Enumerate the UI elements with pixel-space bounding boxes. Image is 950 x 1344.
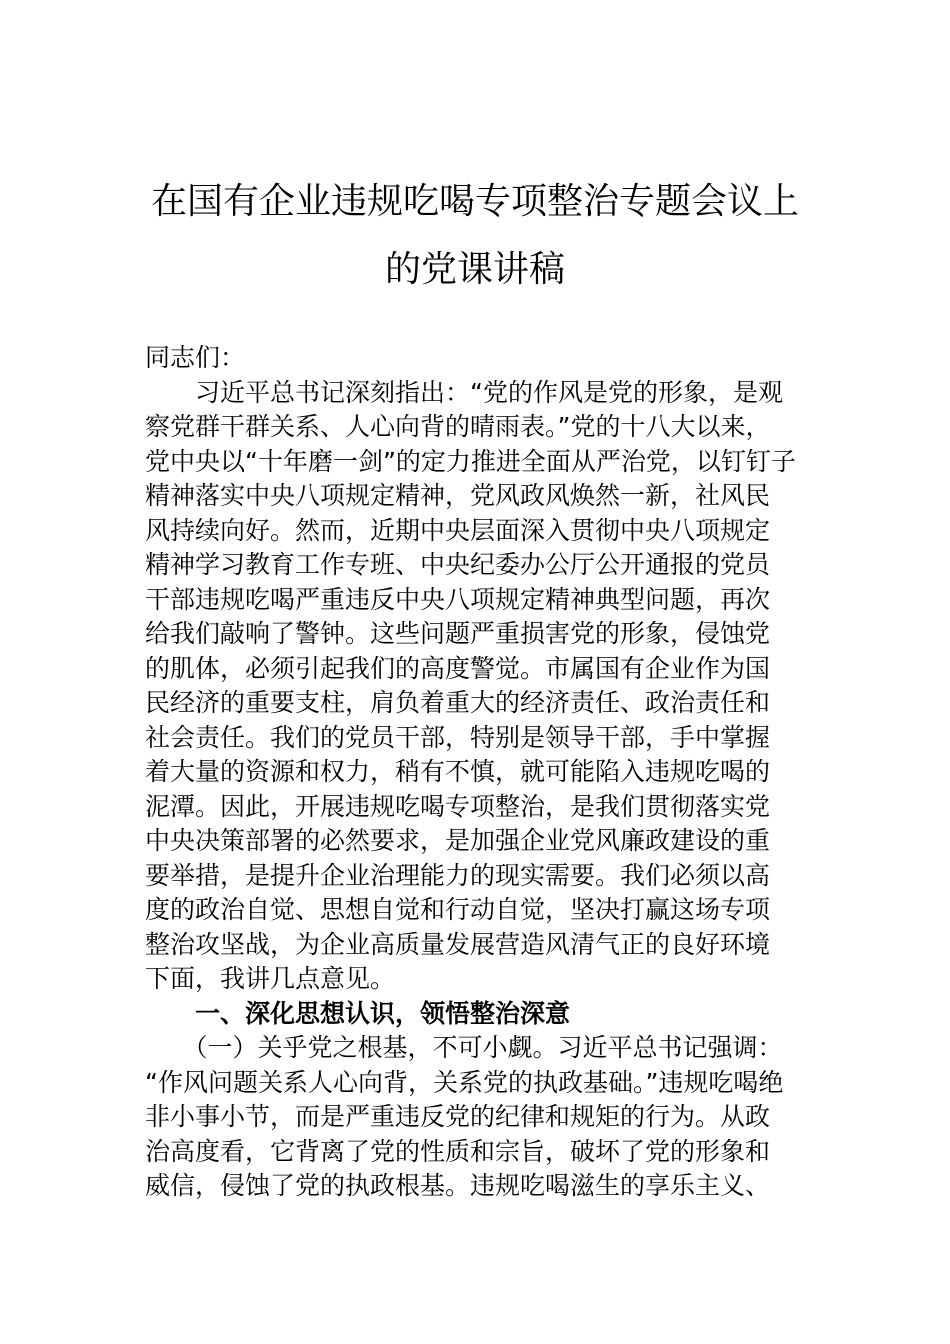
paragraph-line: 党中央以“十年磨一剑”的定力推进全面从严治党，以钉钉子 <box>145 446 796 476</box>
paragraph-line: 泥潭。因此，开展违规吃喝专项整治，是我们贯彻落实党 <box>145 791 771 821</box>
paragraph-line: 威信，侵蚀了党的执政根基。违规吃喝滋生的享乐主义、 <box>145 1171 771 1200</box>
paragraph-line: 风持续向好。然而，近期中央层面深入贯彻中央八项规定 <box>145 515 771 545</box>
paragraph-line: 精神学习教育工作专班、中央纪委办公厅公开通报的党员 <box>145 550 771 579</box>
paragraph-2 <box>145 1031 845 1204</box>
paragraph-line: 干部违规吃喝严重违反中央八项规定精神典型问题，再次 <box>145 584 771 614</box>
paragraph-line: 治高度看，它背离了党的性质和宗旨，破坏了党的形象和 <box>145 1136 771 1166</box>
paragraph-line: 要举措，是提升企业治理能力的现实需要。我们必须以高 <box>145 860 771 890</box>
paragraph-line: 整治攻坚战，为企业高质量发展营造风清气正的良好环境 <box>145 929 771 959</box>
paragraph-line: 给我们敲响了警钟。这些问题严重损害党的形象，侵蚀党 <box>145 619 771 648</box>
greeting: 同志们： <box>145 343 246 372</box>
paragraph-line: 的肌体，必须引起我们的高度警觉。市属国有企业作为国 <box>145 653 771 683</box>
paragraph-line: 度的政治自觉、思想自觉和行动自觉，坚决打赢这场专项 <box>145 895 771 924</box>
document-title-line-2: 的党课讲稿 <box>384 249 565 290</box>
paragraph-line: “作风问题关系人心向背，关系党的执政基础。”违规吃喝绝 <box>145 1067 784 1097</box>
paragraph-line: 察党群干群关系、人心向背的晴雨表。”党的十八大以来， <box>145 412 771 441</box>
paragraph-1 <box>145 376 845 997</box>
paragraph-line: 中央决策部署的必然要求，是加强企业党风廉政建设的重 <box>145 826 771 855</box>
paragraph-line: 着大量的资源和权力，稍有不慎，就可能陷入违规吃喝的 <box>145 757 771 786</box>
paragraph-line: 习近平总书记深刻指出：“党的作风是党的形象，是观 <box>145 377 783 407</box>
paragraph-line: 社会责任。我们的党员干部，特别是领导干部，手中掌握 <box>145 722 771 752</box>
paragraph-line: 下面，我讲几点意见。 <box>145 964 396 993</box>
section-heading: 一、深化思想认识，领悟整治深意 <box>145 998 571 1028</box>
paragraph-line: （一）关乎党之根基，不可小觑。习近平总书记强调： <box>145 1033 783 1062</box>
paragraph-line: 民经济的重要支柱，肩负着重大的经济责任、政治责任和 <box>145 688 771 717</box>
document-title-line-1: 在国有企业违规吃喝专项整治专题会议上 <box>150 181 799 222</box>
paragraph-line: 精神落实中央八项规定精神，党风政风焕然一新，社风民 <box>145 481 771 510</box>
document-body <box>145 341 845 1204</box>
paragraph-line: 非小事小节，而是严重违反党的纪律和规矩的行为。从政 <box>145 1102 771 1131</box>
